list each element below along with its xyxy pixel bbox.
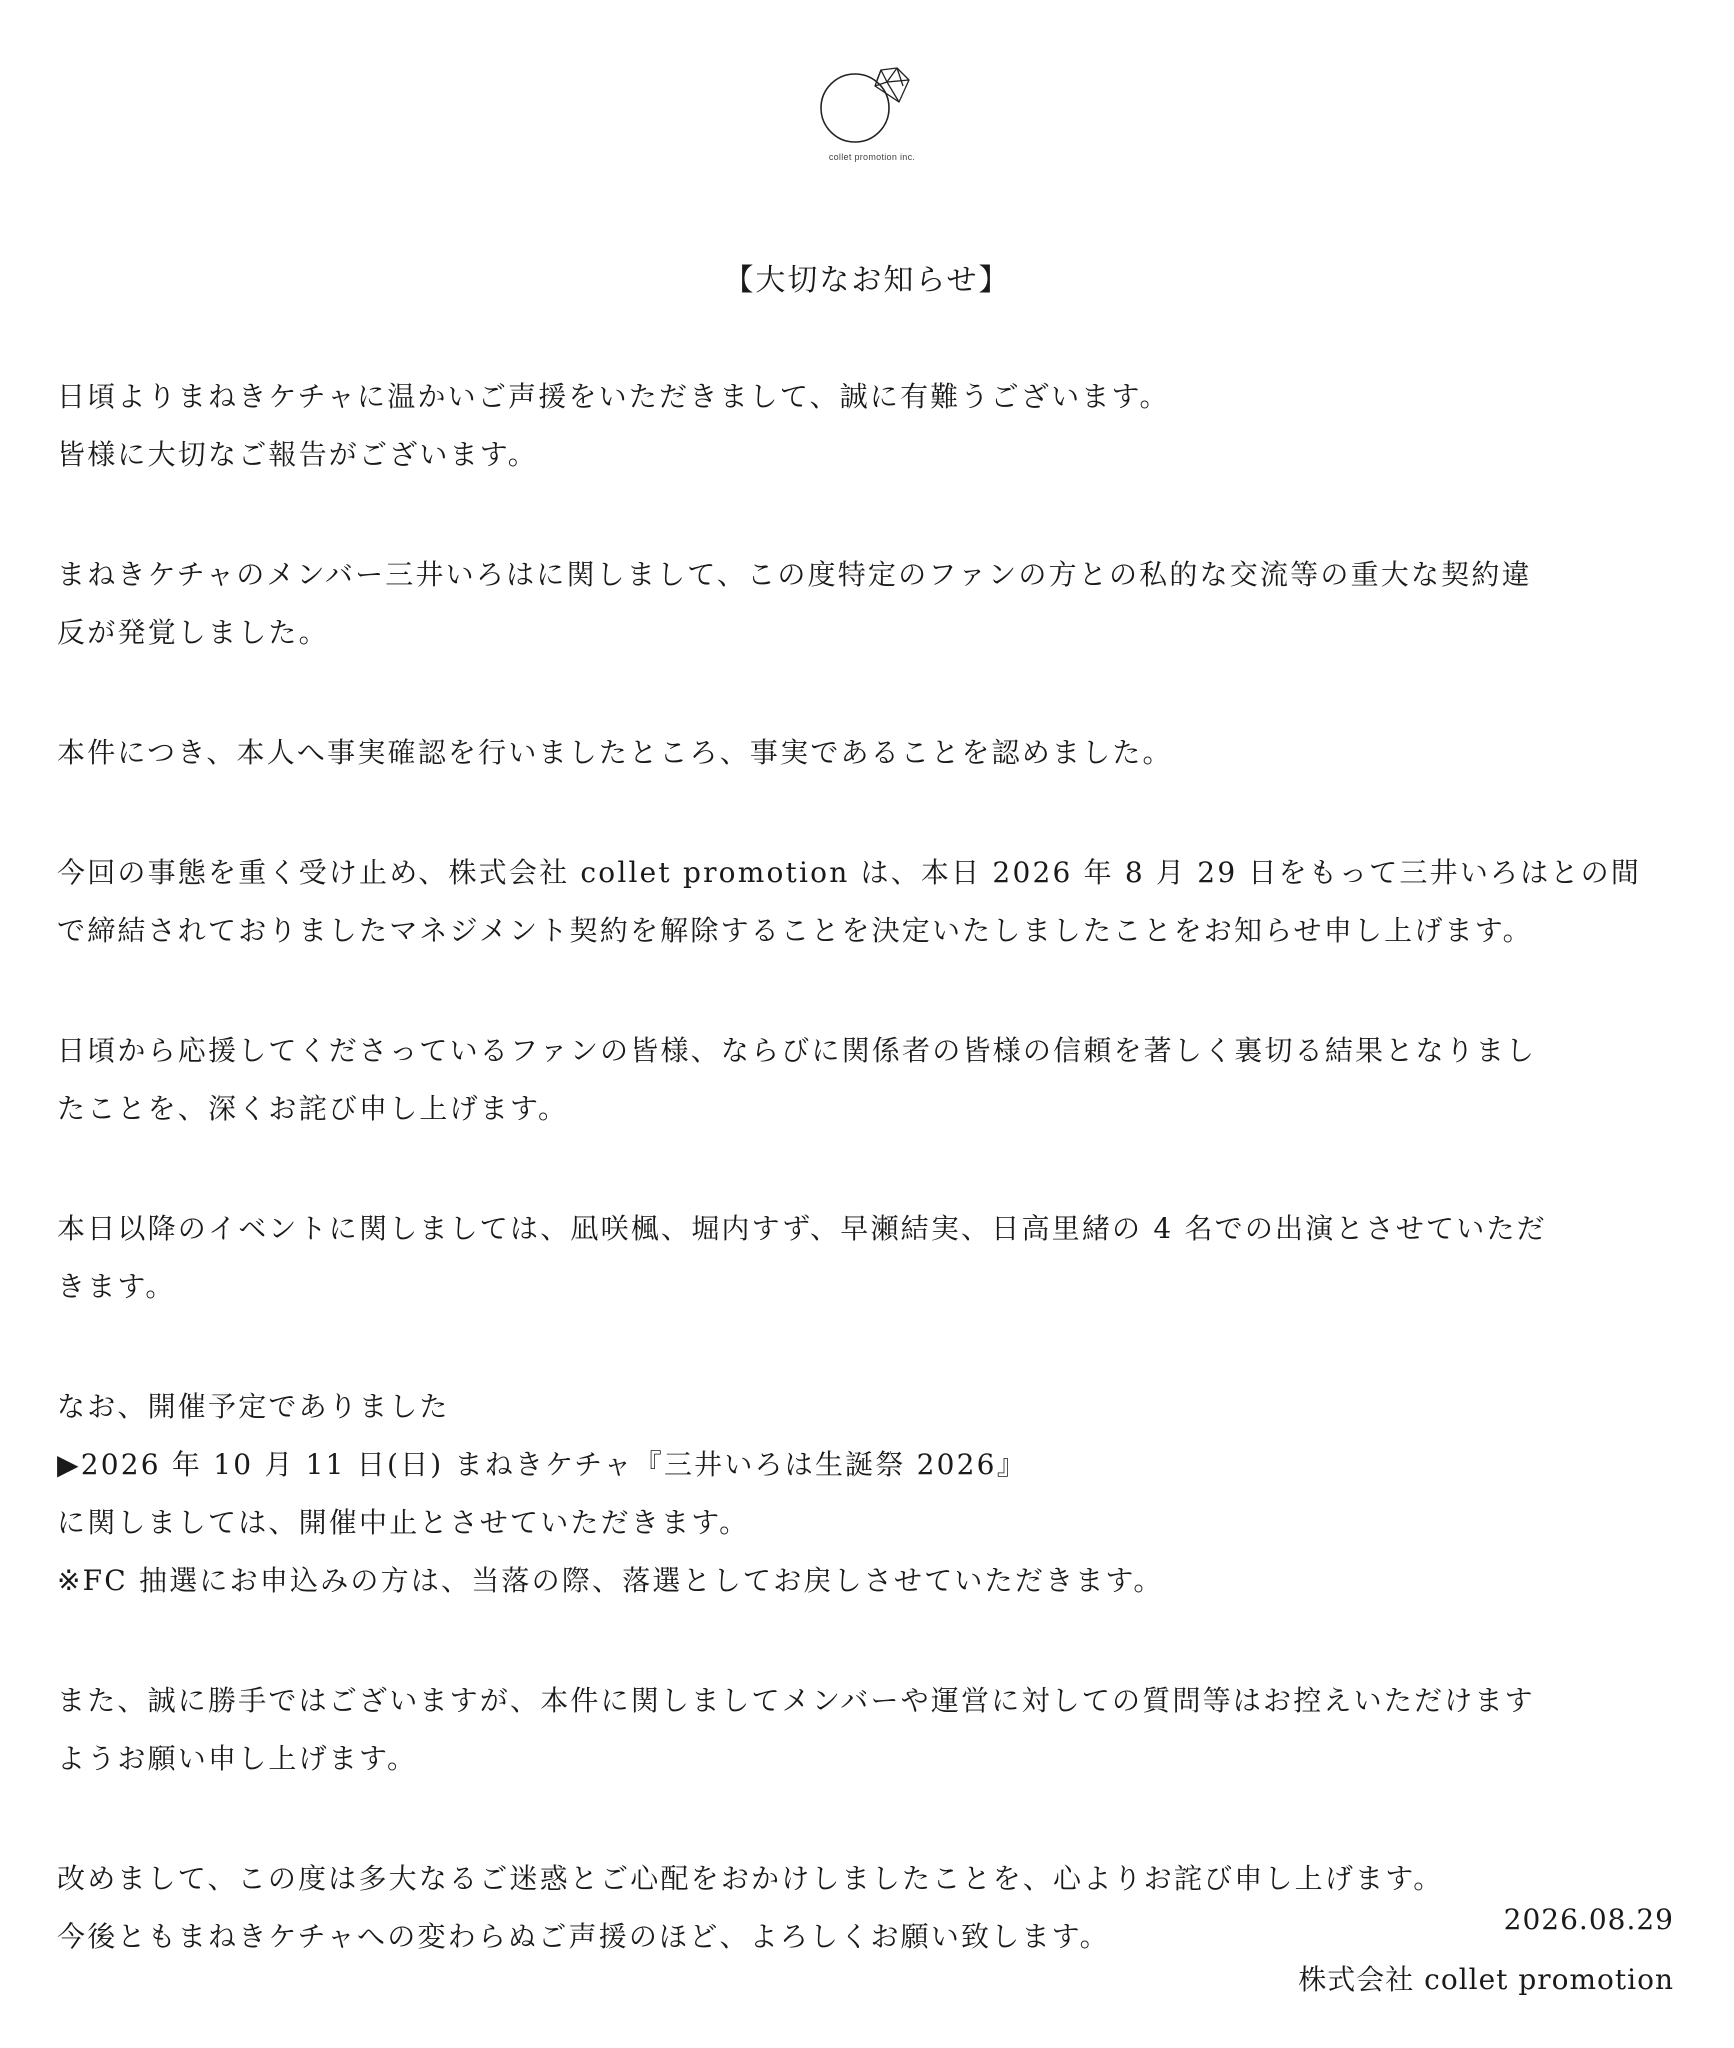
paragraph-line: なお、開催予定でありました: [57, 1390, 450, 1423]
company-name: 株式会社 collet promotion: [1298, 1963, 1674, 1996]
notice-paragraph: [57, 1672, 1657, 1788]
paragraph-line: ※FC 抽選にお申込みの方は、当落の際、落選としてお戻しさせていただきます。: [57, 1564, 1164, 1597]
paragraph-line: また、誠に勝手ではございますが、本件に関しましてメンバーや運営に対しての質問等はお控えいただけます: [57, 1684, 1535, 1717]
paragraph-line: ようお願い申し上げます。: [57, 1742, 418, 1775]
notice-date: 2026.08.29: [1503, 1903, 1674, 1936]
notice-paragraph: [57, 844, 1657, 960]
notice-paragraph: [57, 368, 1657, 484]
paragraph-line: 本件につき、本人へ事実確認を行いましたところ、事実であることを認めました。: [57, 736, 1173, 769]
paragraph-line: に関しましては、開催中止とさせていただきます。: [57, 1506, 750, 1539]
notice-paragraph: [57, 1022, 1657, 1138]
paragraph-line: 皆様に大切なご報告がございます。: [57, 438, 538, 471]
notice-paragraph: [57, 724, 1657, 782]
company-logo: [817, 64, 927, 168]
signature-block: [1298, 1890, 1674, 2010]
paragraph-line: で締結されておりましたマネジメント契約を解除することを決定いたしましたことをお知らせ申し上げます。: [57, 914, 1533, 947]
paragraph-line: 日頃から応援してくださっているファンの皆様、ならびに関係者の皆様の信頼を著しく裏切る結果となりまし: [57, 1034, 1537, 1067]
paragraph-line: ▶2026 年 10 月 11 日(日) まねきケチャ『三井いろは生誕祭 2026』: [57, 1448, 1027, 1481]
paragraph-line: 日頃よりまねきケチャに温かいご声援をいただきまして、誠に有難うございます。: [57, 380, 1170, 413]
paragraph-line: たことを、深くお詫び申し上げます。: [57, 1092, 569, 1125]
paragraph-line: 今回の事態を重く受け止め、株式会社 collet promotion は、本日 2026 年 8 月 29 日をもって三井いろはとの間: [57, 856, 1642, 889]
notice-body: [57, 368, 1657, 2028]
paragraph-line: きます。: [57, 1270, 176, 1303]
notice-title: 【大切なお知らせ】: [723, 263, 1011, 298]
notice-paragraph: [57, 1200, 1657, 1316]
logo-text: collet promotion inc.: [828, 152, 916, 162]
notice-paragraph: [57, 546, 1657, 662]
paragraph-line: 本日以降のイベントに関しましては、凪咲楓、堀内すず、早瀬結実、日高里緒の 4 名での出演とさせていただ: [57, 1212, 1547, 1245]
paragraph-line: 改めまして、この度は多大なるご迷惑とご心配をおかけしましたことを、心よりお詫び申し上げます。: [57, 1862, 1444, 1895]
paragraph-line: 反が発覚しました。: [57, 616, 329, 649]
diamond-ring-icon: [817, 64, 927, 154]
paragraph-line: 今後ともまねきケチャへの変わらぬご声援のほど、よろしくお願い致します。: [57, 1920, 1110, 1953]
paragraph-line: まねきケチャのメンバー三井いろはに関しまして、この度特定のファンの方との私的な交流等の重大な契約違: [57, 558, 1532, 591]
notice-paragraph: [57, 1378, 1657, 1610]
